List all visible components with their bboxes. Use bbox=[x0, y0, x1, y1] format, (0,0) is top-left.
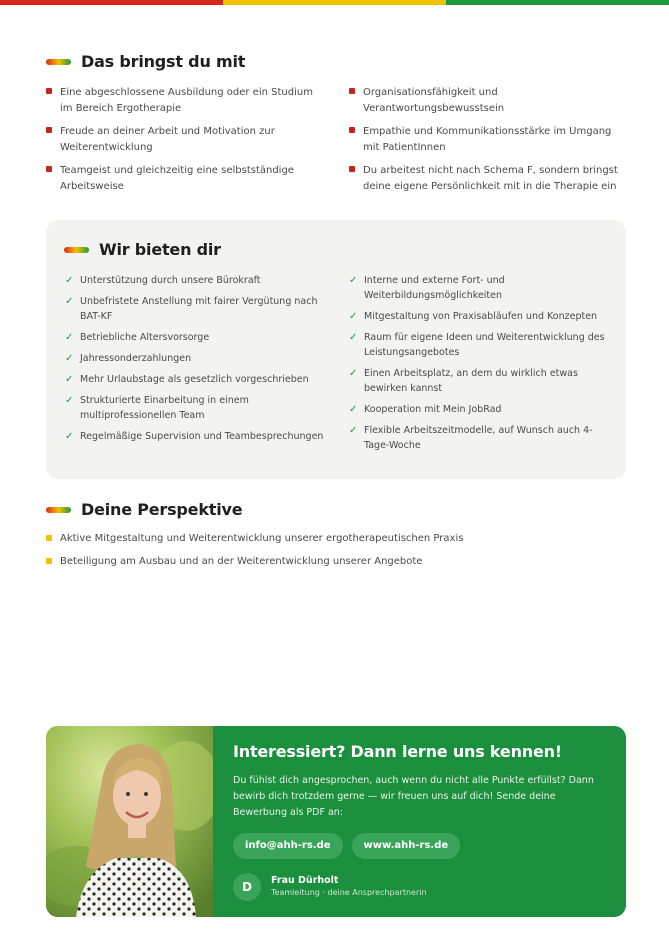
red-bullet-icon bbox=[349, 127, 355, 133]
check-icon: ✓ bbox=[349, 368, 358, 379]
red-bullet-icon bbox=[46, 127, 52, 133]
list-item: ✓ Jahressonderzahlungen bbox=[65, 353, 192, 364]
list-item: ✓ Regelmäßige Supervision und Teambesprechungen bbox=[65, 431, 324, 442]
check-icon: ✓ bbox=[65, 275, 74, 286]
list-item: Du arbeitest nicht nach Schema F, sondern bringst deine eigene Persönlichkeit mit in die Therapie ein bbox=[349, 163, 629, 195]
requirements-heading bbox=[46, 52, 245, 71]
contact-person bbox=[233, 873, 603, 901]
list-item: ✓ Unterstützung durch unsere Bürokraft bbox=[65, 275, 261, 286]
heading-accent-dash bbox=[64, 247, 89, 253]
yellow-bullet-icon bbox=[46, 558, 52, 564]
check-icon: ✓ bbox=[65, 353, 74, 364]
check-icon: ✓ bbox=[65, 395, 74, 406]
website-link-button[interactable]: www.ahh-rs.de bbox=[352, 833, 461, 859]
requirements-title: Das bringst du mit bbox=[81, 52, 246, 71]
list-item: ✓ Interne und externe Fort- und Weiterbildungsmöglichkeiten bbox=[349, 275, 505, 301]
person-portrait-image bbox=[46, 726, 213, 917]
contact-links bbox=[233, 833, 603, 859]
check-icon: ✓ bbox=[65, 374, 74, 385]
requirements-left-list bbox=[46, 85, 326, 202]
email-link-button[interactable]: info@ahh-rs.de bbox=[233, 833, 343, 859]
check-icon: ✓ bbox=[65, 332, 74, 343]
list-item: Aktive Mitgestaltung und Weiterentwicklung unserer ergotherapeutischen Praxis bbox=[46, 531, 606, 547]
top-bar-yellow bbox=[223, 0, 446, 5]
contact-body bbox=[233, 742, 603, 901]
contact-person-photo bbox=[46, 726, 213, 917]
yellow-bullet-icon bbox=[46, 535, 52, 541]
list-item: Eine abgeschlossene Ausbildung oder ein Studium im Bereich Ergotherapie bbox=[46, 85, 326, 117]
check-icon: ✓ bbox=[65, 296, 74, 307]
red-bullet-icon bbox=[349, 88, 355, 94]
heading-accent-dash bbox=[46, 59, 71, 65]
check-icon: ✓ bbox=[349, 332, 358, 343]
check-icon: ✓ bbox=[65, 431, 74, 442]
perspective-list bbox=[46, 531, 606, 577]
offer-box bbox=[46, 220, 626, 479]
person-name: Frau Dürholt bbox=[271, 875, 339, 886]
contact-card bbox=[46, 726, 626, 917]
perspective-title: Deine Perspektive bbox=[81, 500, 243, 519]
list-item: ✓ Einen Arbeitsplatz, an dem du wirklich etwas bewirken kannst bbox=[349, 368, 578, 394]
check-icon: ✓ bbox=[349, 404, 358, 415]
offer-right-list bbox=[349, 273, 614, 459]
red-bullet-icon bbox=[46, 88, 52, 94]
top-bar-green bbox=[446, 0, 669, 5]
requirements-right-list bbox=[349, 85, 629, 202]
list-item: ✓ Mehr Urlaubstage als gesetzlich vorgeschrieben bbox=[65, 374, 309, 385]
list-item: Freude an deiner Arbeit und Motivation zur Weiterentwicklung bbox=[46, 124, 326, 156]
list-item: ✓ Flexible Arbeitszeitmodelle, auf Wunsch auch 4-Tage-Woche bbox=[349, 425, 593, 451]
red-bullet-icon bbox=[46, 166, 52, 172]
top-bar-red bbox=[0, 0, 223, 5]
list-item: Empathie und Kommunikationsstärke im Umgang mit PatientInnen bbox=[349, 124, 629, 156]
list-item: ✓ Unbefristete Anstellung mit fairer Vergütung nach BAT-KF bbox=[65, 296, 318, 322]
avatar: D bbox=[233, 873, 261, 901]
list-item: ✓ Kooperation mit Mein JobRad bbox=[349, 404, 502, 415]
list-item: ✓ Mitgestaltung von Praxisabläufen und Konzepten bbox=[349, 311, 598, 322]
check-icon: ✓ bbox=[349, 425, 358, 436]
contact-title: Interessiert? Dann lerne uns kennen! bbox=[233, 742, 562, 761]
offer-left-list bbox=[65, 273, 325, 450]
list-item: ✓ Strukturierte Einarbeitung in einem multiprofessionellen Team bbox=[65, 395, 249, 421]
list-item: Teamgeist und gleichzeitig eine selbstständige Arbeitsweise bbox=[46, 163, 326, 195]
heading-accent-dash bbox=[46, 507, 71, 513]
person-role: Teamleitung · deine Ansprechpartnerin bbox=[271, 888, 427, 897]
list-item: ✓ Betriebliche Altersvorsorge bbox=[65, 332, 210, 343]
top-color-bar bbox=[0, 0, 669, 5]
list-item: Organisationsfähigkeit und Verantwortungsbewusstsein bbox=[349, 85, 629, 117]
perspective-heading bbox=[46, 500, 242, 519]
check-icon: ✓ bbox=[349, 275, 358, 286]
check-icon: ✓ bbox=[349, 311, 358, 322]
list-item: ✓ Raum für eigene Ideen und Weiterentwicklung des Leistungsangebotes bbox=[349, 332, 605, 358]
contact-text: Du fühlst dich angesprochen, auch wenn du nicht alle Punkte erfüllst? Dann bewirb dich trotzdem gerne — wir freuen uns auf dich! Sende deine Bewerbung als PDF an: bbox=[233, 775, 594, 818]
offer-title: Wir bieten dir bbox=[99, 240, 221, 259]
offer-heading bbox=[64, 240, 221, 259]
list-item: Beteiligung am Ausbau und an der Weiterentwicklung unserer Angebote bbox=[46, 554, 606, 570]
red-bullet-icon bbox=[349, 166, 355, 172]
